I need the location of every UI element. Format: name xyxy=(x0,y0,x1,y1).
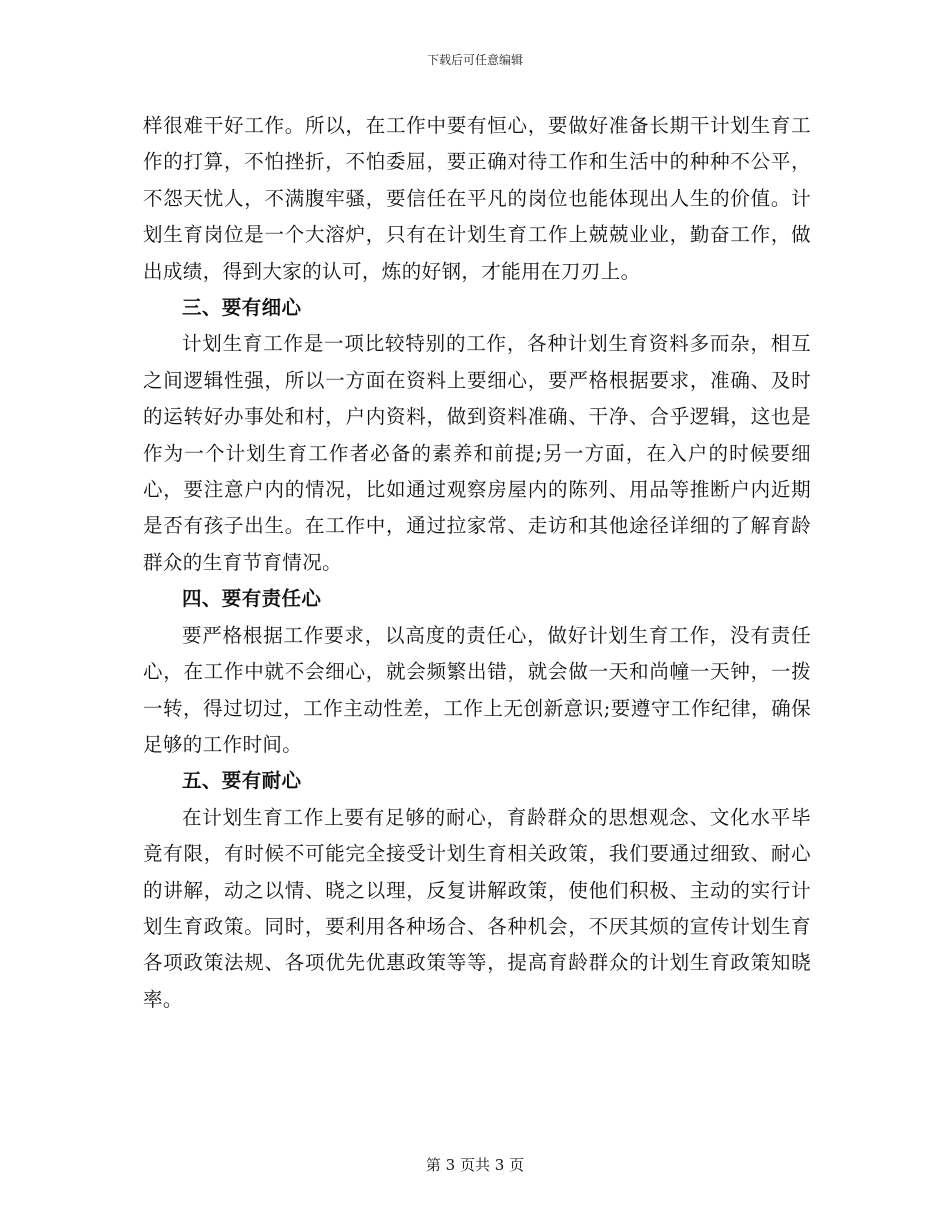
section-heading-3: 三、要有细心 xyxy=(182,296,302,320)
section-heading-5: 五、要有耐心 xyxy=(182,769,302,793)
section-paragraph-5: 在计划生育工作上要有足够的耐心，育龄群众的思想观念、文化水平毕竟有限，有时候不可能完全接受计划生育相关政策，我们要通过细致、耐心的讲解，动之以情、晓之以理，反复讲解政策，使他们积极、主动的实行计划生育政策。同时，要利用各种场合、各种机会，不厌其烦的宣传计划生育各项政策法规、各项优先优惠政策等等，提高育龄群众的计划生育政策知晓率。 xyxy=(143,805,811,1011)
section-paragraph-4: 要严格根据工作要求，以高度的责任心，做好计划生育工作，没有责任心，在工作中就不会细心，就会频繁出错，就会做一天和尚幢一天钟，一拨一转，得过切过，工作主动性差，工作上无创新意识;要遵守工作纪律，确保足够的工作时间。 xyxy=(143,623,811,756)
section-heading-4: 四、要有责任心 xyxy=(182,587,322,611)
paragraph-continued: 样很难干好工作。所以，在工作中要有恒心，要做好准备长期干计划生育工作的打算，不怕挫折，不怕委屈，要正确对待工作和生活中的种种不公平，不怨天忧人，不满腹牢骚，要信任在平凡的岗位也能体现出人生的价值。计划生育岗位是一个大溶炉，只有在计划生育工作上兢兢业业，勤奋工作，做出成绩，得到大家的认可，炼的好钢，才能用在刀刃上。 xyxy=(143,114,811,283)
page-header: 下载后可任意编辑 xyxy=(426,53,523,67)
page-number: 第 3 页共 3 页 xyxy=(425,1156,525,1174)
document-body xyxy=(143,108,811,1018)
section-paragraph-3: 计划生育工作是一项比较特别的工作，各种计划生育资料多而杂，相互之间逻辑性强，所以一方面在资料上要细心，要严格根据要求，准确、及时的运转好办事处和村，户内资料，做到资料准确、干净、合乎逻辑，这也是作为一个计划生育工作者必备的素养和前提;另一方面，在入户的时候要细心，要注意户内的情况，比如通过观察房屋内的陈列、用品等推断户内近期是否有孩子出生。在工作中，通过拉家常、走访和其他途径详细的了解育龄群众的生育节育情况。 xyxy=(143,332,811,574)
